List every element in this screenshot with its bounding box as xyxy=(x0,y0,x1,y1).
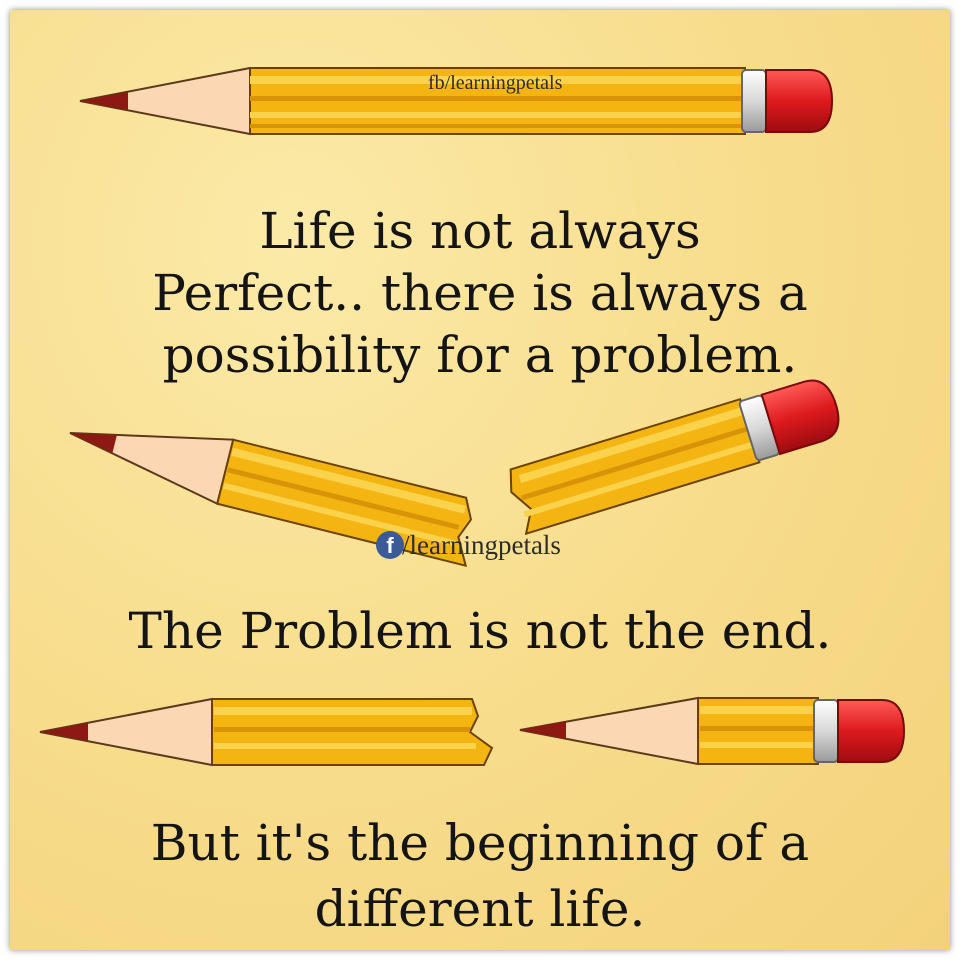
quote-line-3: But it's the beginning of a different life. xyxy=(150,814,810,938)
pencil-illustrations xyxy=(10,10,950,950)
broken-pencil-right-icon xyxy=(505,373,846,534)
watermark-top: fb/learningpetals xyxy=(428,72,563,94)
facebook-icon: f xyxy=(376,531,404,559)
poster-frame xyxy=(10,10,950,950)
short-pencil-right-icon xyxy=(520,698,904,764)
short-pencil-left-icon xyxy=(40,699,492,765)
quote-line-2: The Problem is not the end. xyxy=(128,602,832,660)
quote-line-1: Life is not always Perfect.. there is always a possibility for a problem. xyxy=(152,202,808,384)
watermark-middle: /learningpetals xyxy=(402,530,561,560)
